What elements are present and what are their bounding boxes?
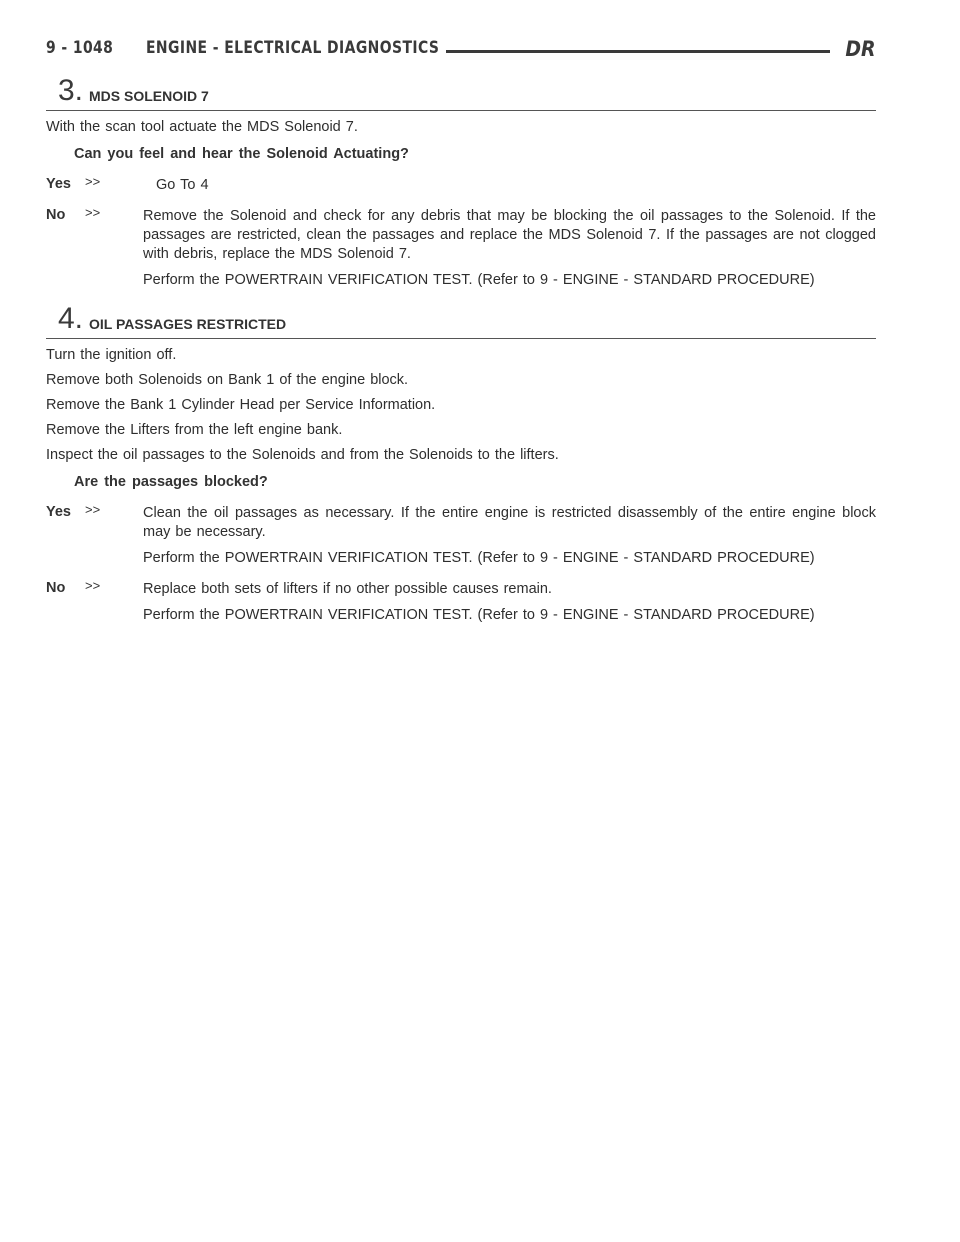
instruction: Turn the ignition off. <box>46 347 177 363</box>
answer-text: Perform the POWERTRAIN VERIFICATION TEST. (Refer to 9 - ENGINE - STANDARD PROCEDURE) <box>143 607 815 623</box>
page-number: 9 - 1048 <box>46 38 114 58</box>
answer-text: Perform the POWERTRAIN VERIFICATION TEST. (Refer to 9 - ENGINE - STANDARD PROCEDURE) <box>143 272 815 288</box>
model-code: DR <box>845 37 876 61</box>
step-heading <box>46 74 876 111</box>
answer-text: Go To 4 <box>156 177 209 193</box>
answer-text: Remove the Solenoid and check for any debris that may be blocking the oil passages to the Solenoid. If the passages are restricted, clean the passages and replace the MDS Solenoid 7. If the passages are not clogged with debris, replace the MDS Solenoid 7. <box>143 208 876 262</box>
answer-label: No <box>46 207 66 223</box>
answer-yes <box>46 504 876 568</box>
question: Can you feel and hear the Solenoid Actuating? <box>74 146 409 162</box>
step-title: MDS SOLENOID 7 <box>89 88 209 104</box>
answer-label: Yes <box>46 504 71 520</box>
answer-no <box>46 207 876 290</box>
answer-text: Perform the POWERTRAIN VERIFICATION TEST. (Refer to 9 - ENGINE - STANDARD PROCEDURE) <box>143 550 815 566</box>
answer-label: No <box>46 580 66 596</box>
step-number: 3. <box>58 74 84 107</box>
answer-text: Replace both sets of lifters if no other possible causes remain. <box>143 581 552 597</box>
instruction: Inspect the oil passages to the Solenoids and from the Solenoids to the lifters. <box>46 447 559 463</box>
answer-label: Yes <box>46 176 71 192</box>
answer-arrow: >> <box>85 174 101 189</box>
instruction: Remove the Lifters from the left engine bank. <box>46 422 343 438</box>
step-number: 4. <box>58 302 84 335</box>
answer-text: Clean the oil passages as necessary. If the entire engine is restricted disassembly of the entire engine block may be necessary. <box>143 505 876 540</box>
step-4 <box>46 302 876 625</box>
instruction: Remove the Bank 1 Cylinder Head per Service Information. <box>46 397 436 413</box>
answer-arrow: >> <box>85 578 101 593</box>
page-header <box>46 38 876 64</box>
answer-yes <box>46 176 876 195</box>
header-rule <box>446 50 830 53</box>
step-heading <box>46 302 876 339</box>
question: Are the passages blocked? <box>74 474 268 490</box>
section-title: ENGINE - ELECTRICAL DIAGNOSTICS <box>146 38 440 58</box>
answer-no <box>46 580 876 625</box>
step-title: OIL PASSAGES RESTRICTED <box>89 316 287 332</box>
instruction: With the scan tool actuate the MDS Solenoid 7. <box>46 119 358 135</box>
instruction: Remove both Solenoids on Bank 1 of the engine block. <box>46 372 409 388</box>
answer-arrow: >> <box>85 205 101 220</box>
answer-arrow: >> <box>85 502 101 517</box>
step-3 <box>46 74 876 290</box>
